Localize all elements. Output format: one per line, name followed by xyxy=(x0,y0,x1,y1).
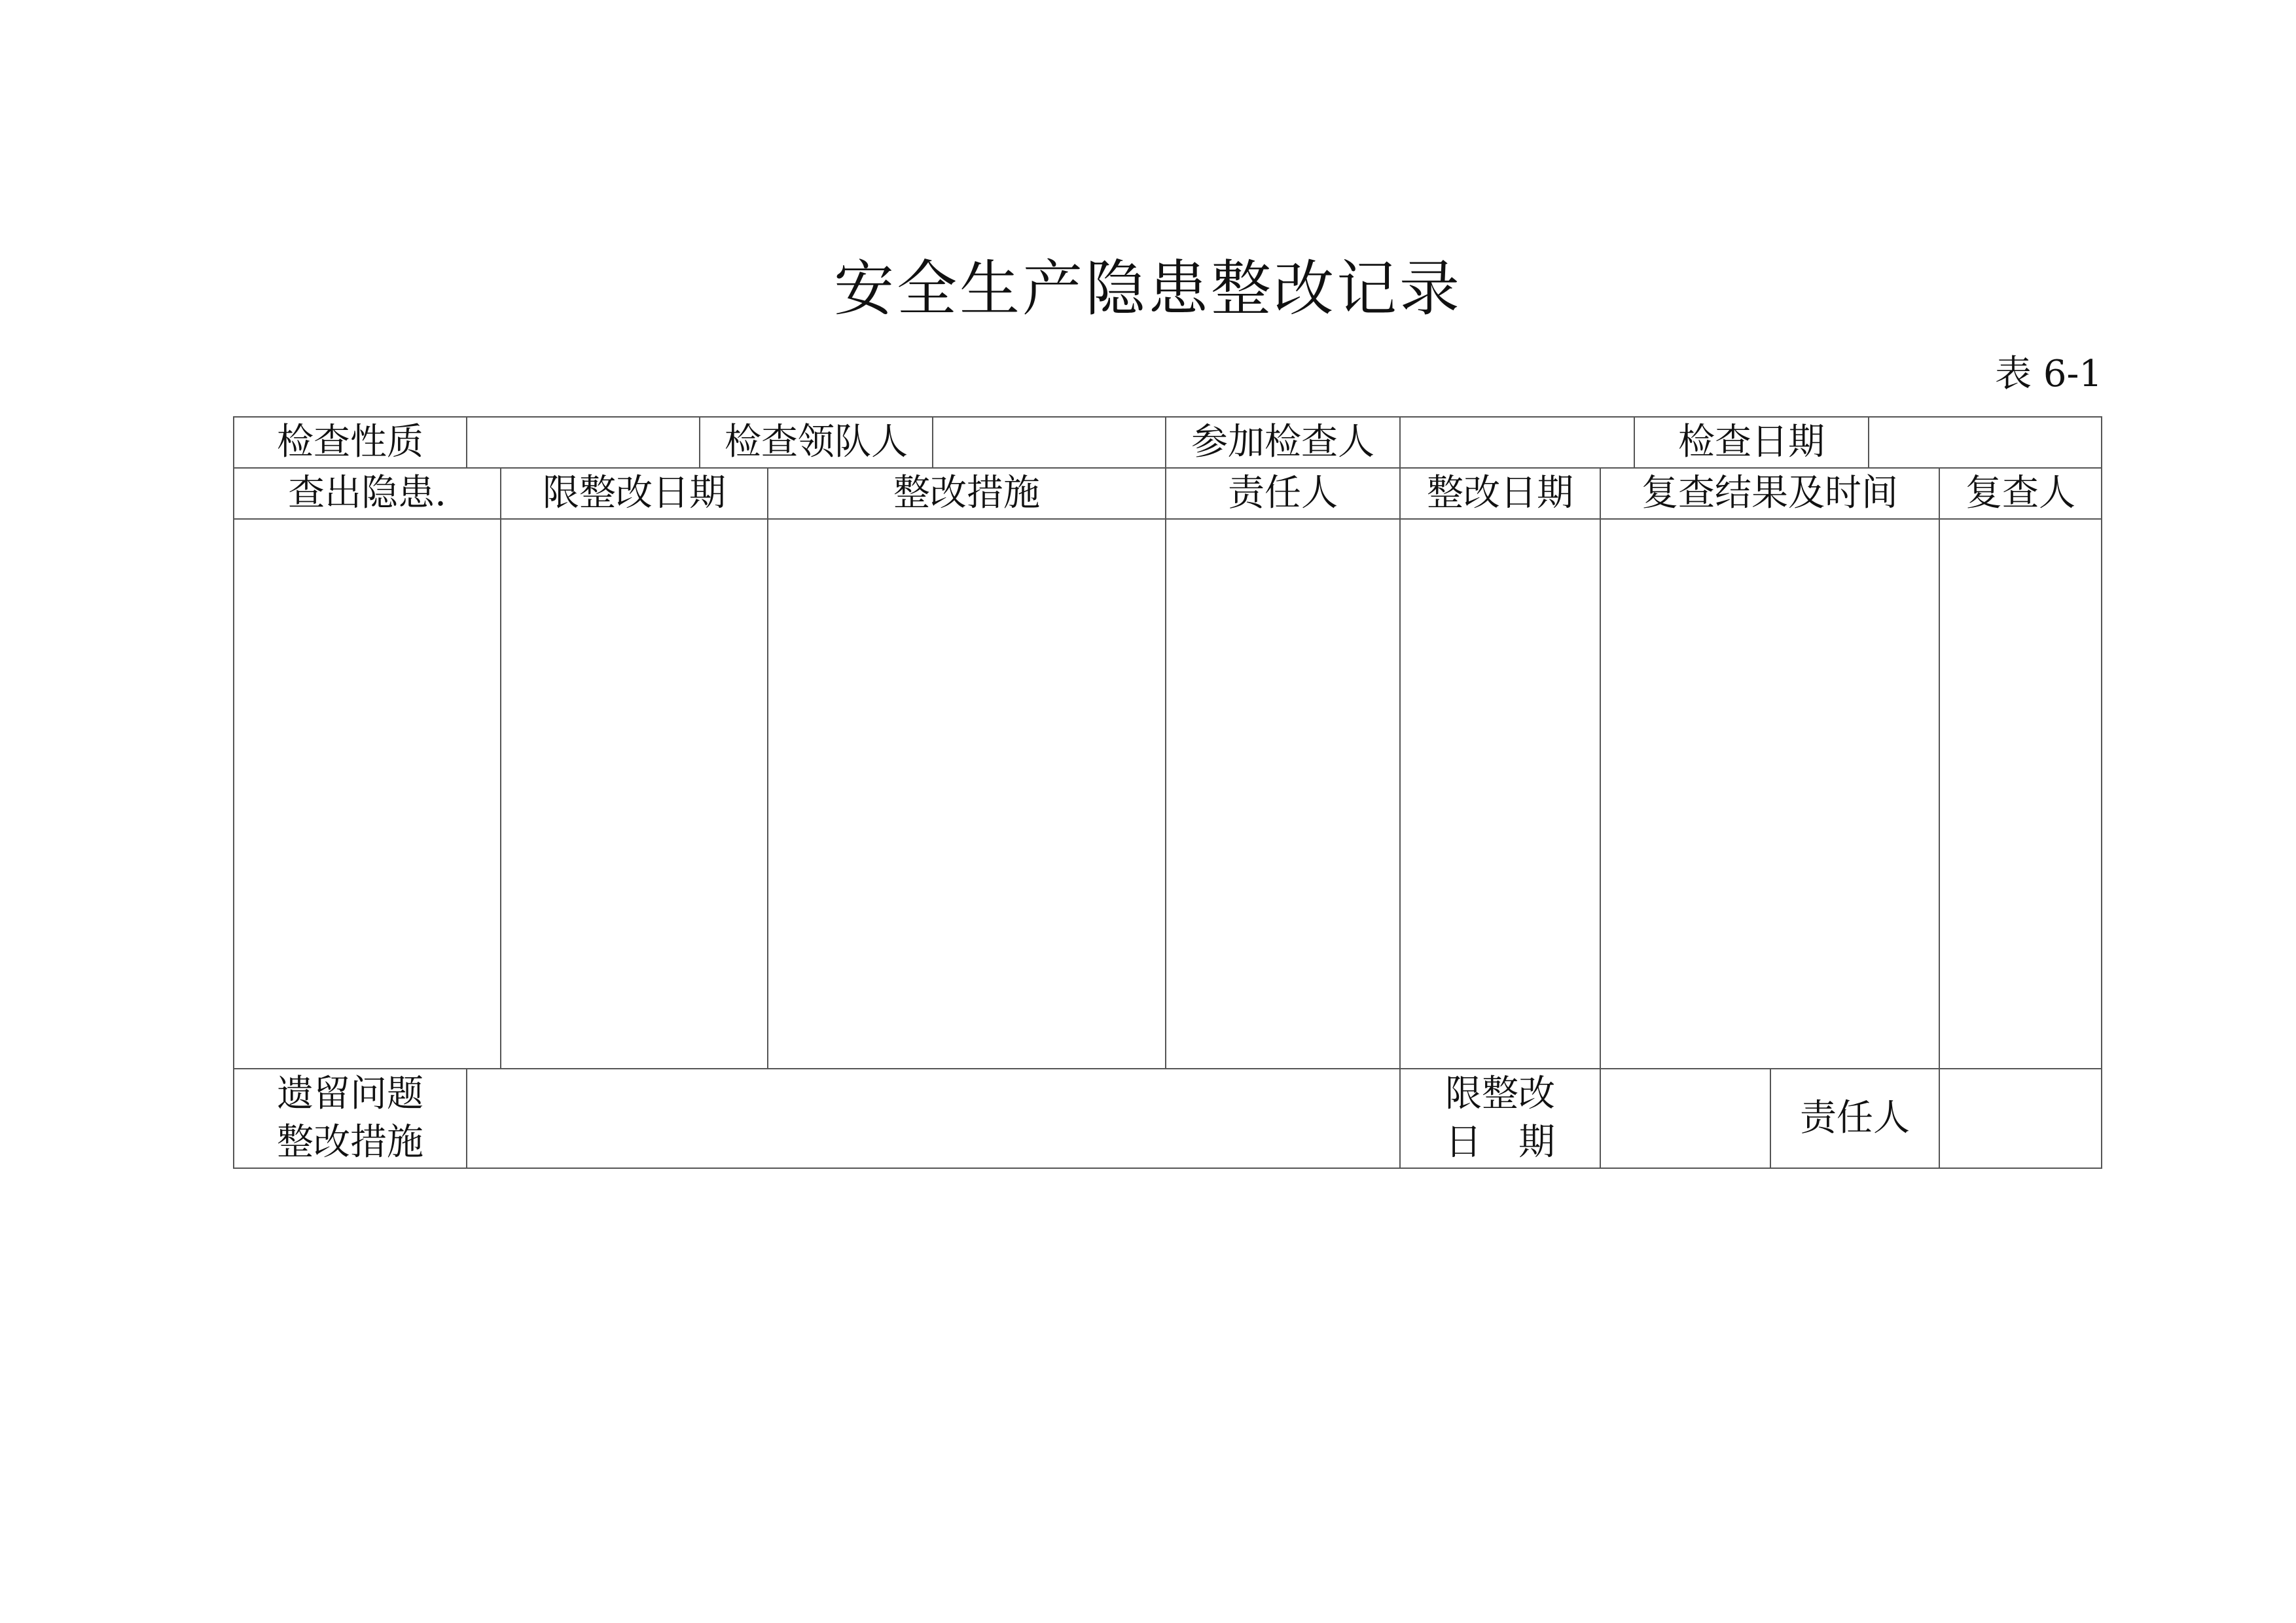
remaining-issues-field[interactable] xyxy=(466,1068,1401,1169)
deadline-label xyxy=(1399,1068,1601,1169)
inspection-nature-field[interactable] xyxy=(466,416,700,469)
inspection-date-field[interactable] xyxy=(1868,416,2102,469)
inspection-leader-field[interactable] xyxy=(932,416,1166,469)
review-result-entry-field[interactable] xyxy=(1600,518,1940,1069)
deadline-field[interactable] xyxy=(1600,1068,1771,1169)
column-header-review-result: 复查结果及时间 xyxy=(1600,467,1940,520)
column-header-deadline: 限整改日期 xyxy=(500,467,768,520)
deadline-entry-field[interactable] xyxy=(500,518,768,1069)
table-number: 表 6-1 xyxy=(1995,353,2102,395)
footer-responsible-field[interactable] xyxy=(1939,1068,2102,1169)
participants-field[interactable] xyxy=(1399,416,1635,469)
measures-entry-field[interactable] xyxy=(767,518,1166,1069)
deadline-label-line2: 日 期 xyxy=(1445,1121,1555,1164)
hazard-entry-field[interactable] xyxy=(233,518,501,1069)
page-title: 安全生产隐患整改记录 xyxy=(833,254,1462,324)
inspection-date-label: 检查日期 xyxy=(1634,416,1869,469)
remaining-issues-label xyxy=(233,1068,467,1169)
column-header-hazard: 查出隐患. xyxy=(233,467,501,520)
responsible-entry-field[interactable] xyxy=(1165,518,1401,1069)
column-header-reviewer: 复查人 xyxy=(1939,467,2102,520)
column-header-measures: 整改措施 xyxy=(767,467,1166,520)
deadline-label-line1: 限整改 xyxy=(1445,1073,1555,1115)
column-header-rectify-date: 整改日期 xyxy=(1399,467,1601,520)
rectification-record-table xyxy=(233,416,2102,1169)
remaining-issues-label-line1: 遗留问题 xyxy=(277,1073,423,1115)
participants-label: 参加检查人 xyxy=(1165,416,1401,469)
column-header-responsible: 责任人 xyxy=(1165,467,1401,520)
inspection-nature-label: 检查性质 xyxy=(233,416,467,469)
footer-responsible-label: 责任人 xyxy=(1770,1068,1940,1169)
remaining-issues-label-line2: 整改措施 xyxy=(277,1121,423,1164)
rectify-date-entry-field[interactable] xyxy=(1399,518,1601,1069)
inspection-leader-label: 检查领队人 xyxy=(699,416,933,469)
reviewer-entry-field[interactable] xyxy=(1939,518,2102,1069)
